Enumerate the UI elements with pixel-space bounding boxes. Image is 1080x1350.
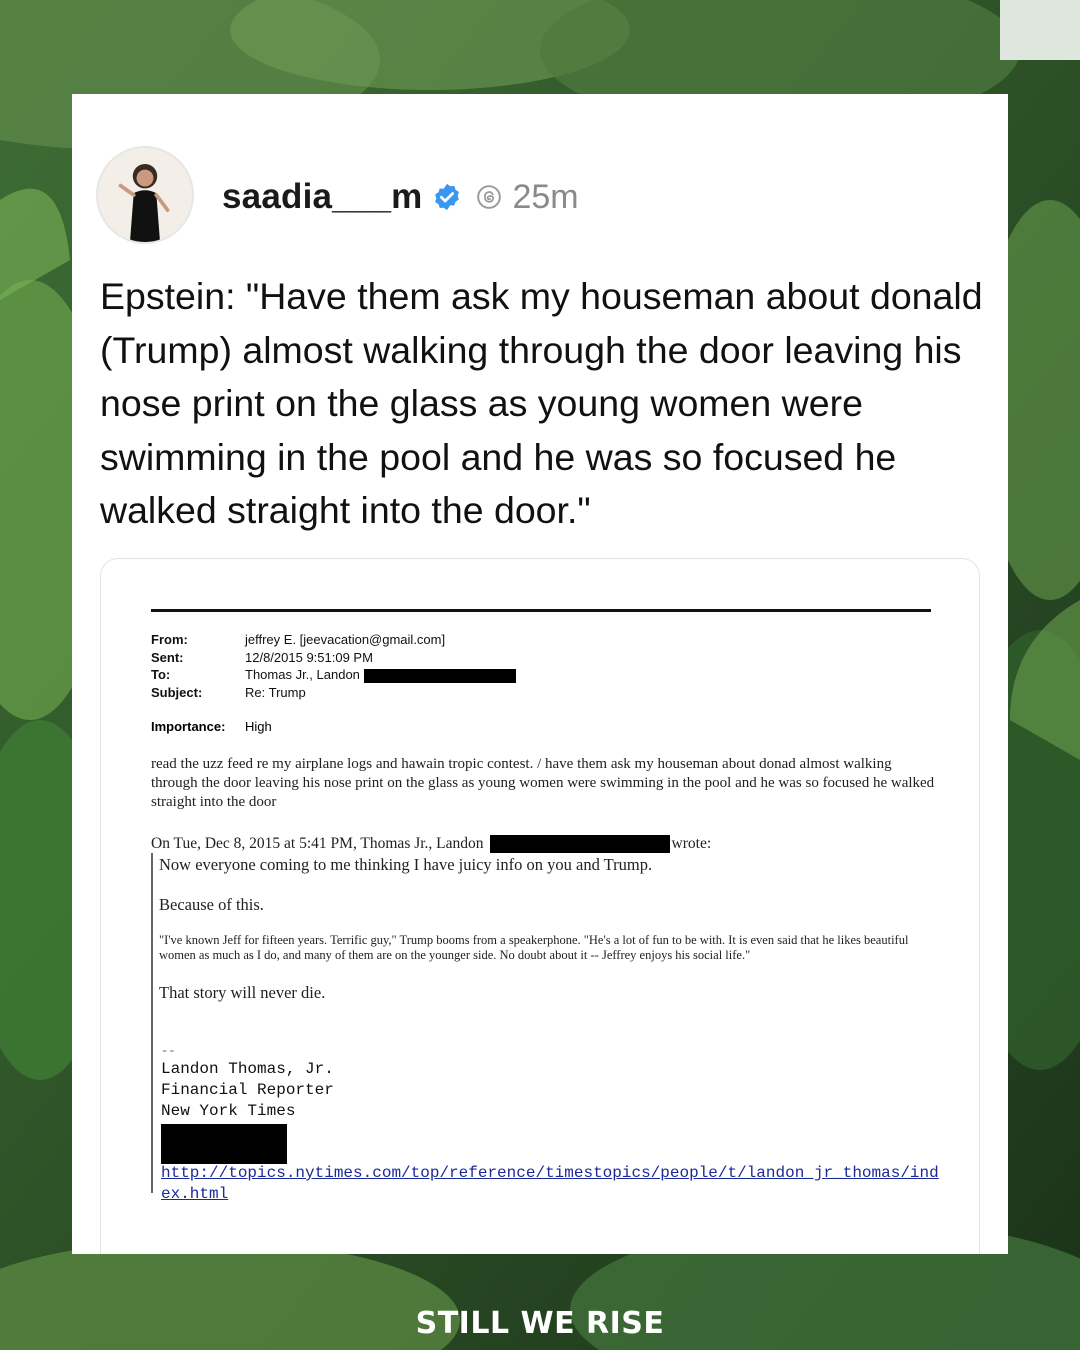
- sent-value: 12/8/2015 9:51:09 PM: [245, 649, 373, 665]
- email-header: [151, 631, 516, 701]
- from-value: jeffrey E. [jeevacation@gmail.com]: [245, 632, 446, 647]
- signature-org: New York Times: [161, 1102, 296, 1120]
- signature-title: Financial Reporter: [161, 1081, 334, 1099]
- subject-label: Subject:: [151, 684, 203, 700]
- redaction-bar: [364, 669, 516, 683]
- redaction-bar: [490, 835, 670, 853]
- signature-dash: --: [161, 1044, 176, 1058]
- threads-icon: [476, 184, 502, 210]
- post-card: [72, 94, 1008, 1254]
- importance-label: Importance:: [151, 719, 226, 734]
- from-label: From:: [151, 632, 188, 647]
- subject-value: Re: Trump: [245, 684, 306, 700]
- to-label: To:: [151, 667, 171, 682]
- username[interactable]: saadia___m: [222, 177, 423, 216]
- email-screenshot[interactable]: [100, 558, 980, 1254]
- quote-paragraph: "I've known Jeff for fifteen years. Terrific guy," Trump booms from a speakerphone. "He's a lot of fun to be with. It is even said that he likes beautiful women as much as I do, and many of them are on the younger side. No doubt about it -- Jeffrey enjoys his social life.": [159, 933, 909, 962]
- quoted-message: [151, 853, 941, 1203]
- email-body: read the uzz feed re my airplane logs and hawain tropic contest. / have them ask my houseman about donad almost walking through the door leaving his nose print on the glass as young women were swimming in the pool and he was so focused he walked straight into the door: [151, 756, 935, 810]
- signature-link[interactable]: http://topics.nytimes.com/top/reference/timestopics/people/t/landon_jr_thomas/index.html: [161, 1164, 939, 1203]
- post-time: 25m: [512, 177, 579, 216]
- verified-badge-icon: [432, 182, 462, 212]
- avatar[interactable]: [96, 146, 194, 244]
- on-wrote-suffix: wrote:: [671, 835, 712, 852]
- brand-watermark: STILL WE RISE: [415, 1306, 665, 1341]
- post-header: [222, 172, 579, 222]
- quote-line: That story will never die.: [159, 983, 326, 1002]
- importance-row: [151, 719, 272, 734]
- on-wrote-line: [151, 835, 941, 853]
- redaction-bar: [161, 1124, 287, 1164]
- importance-value: High: [245, 719, 272, 734]
- quote-line: Now everyone coming to me thinking I have juicy info on you and Trump.: [159, 855, 653, 874]
- sent-label: Sent:: [151, 649, 184, 665]
- signature: [161, 1043, 334, 1164]
- divider: [151, 609, 931, 612]
- quote-line: Because of this.: [159, 895, 264, 914]
- post-text: Epstein: "Have them ask my houseman about donald (Trump) almost walking through the door leaving his nose print on the glass as young women were swimming in the pool and he was so focused he walked straight into the door.": [100, 275, 983, 531]
- on-wrote-prefix: On Tue, Dec 8, 2015 at 5:41 PM, Thomas Jr., Landon: [151, 835, 484, 852]
- signature-name: Landon Thomas, Jr.: [161, 1060, 334, 1078]
- to-value: Thomas Jr., Landon: [245, 667, 360, 682]
